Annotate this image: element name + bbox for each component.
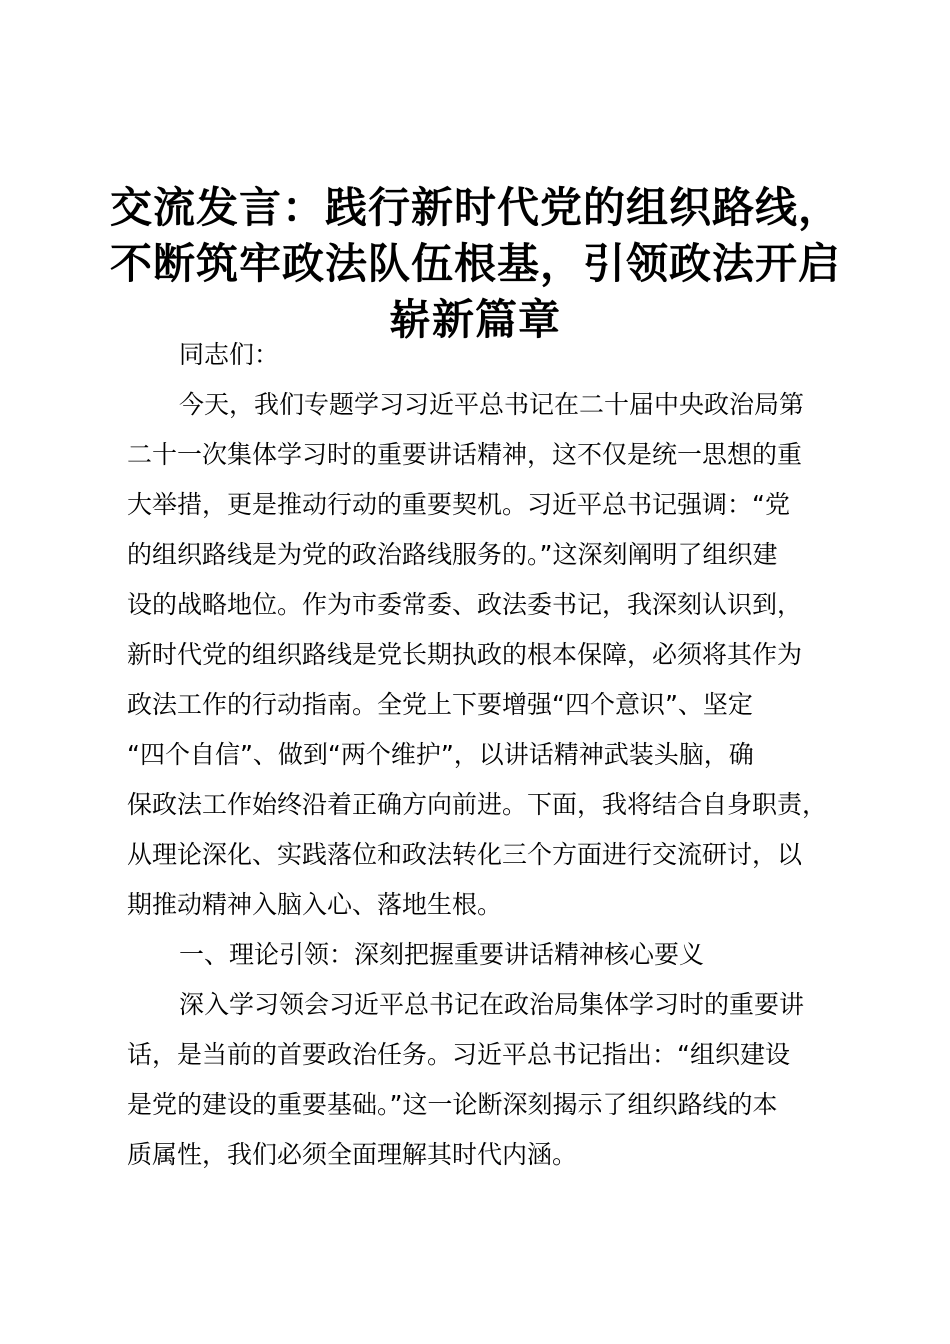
text-line: 质属性，我们必须全面理解其时代内涵。 bbox=[127, 1140, 578, 1169]
section-heading bbox=[127, 930, 847, 980]
title-line: 崭新篇章 bbox=[388, 295, 561, 344]
intro-paragraph bbox=[127, 380, 847, 930]
text-line: 期推动精神入脑入心、落地生根。 bbox=[127, 890, 503, 919]
text-line: 新时代党的组织路线是党长期执政的根本保障，必须将其作为 bbox=[127, 640, 803, 669]
text-line: 今天，我们专题学习习近平总书记在二十届中央政治局第 bbox=[179, 390, 805, 419]
text-line: 同志们： bbox=[179, 340, 280, 369]
text-line: 保政法工作始终沿着正确方向前进。下面，我将结合自身职责， bbox=[127, 790, 828, 819]
heading-line: 一、理论引领：深刻把握重要讲话精神核心要义 bbox=[179, 940, 705, 969]
title-line: 交流发言：践行新时代党的组织路线， bbox=[110, 183, 842, 232]
text-line: 深入学习领会习近平总书记在政治局集体学习时的重要讲 bbox=[179, 990, 805, 1019]
text-line: 设的战略地位。作为市委常委、政法委书记，我深刻认识到， bbox=[127, 590, 803, 619]
salutation-paragraph bbox=[127, 330, 847, 380]
text-line: “四个自信”、做到“两个维护”，以讲话精神武装头脑，确 bbox=[127, 740, 754, 769]
text-line: 的组织路线是为党的政治路线服务的。”这深刻阐明了组织建 bbox=[127, 540, 778, 569]
text-line: 从理论深化、实践落位和政法转化三个方面进行交流研讨，以 bbox=[127, 840, 803, 869]
section-paragraph bbox=[127, 980, 847, 1180]
text-line: 话，是当前的首要政治任务。习近平总书记指出：“组织建设 bbox=[127, 1040, 790, 1069]
text-line: 政法工作的行动指南。全党上下要增强“四个意识”、坚定 bbox=[127, 690, 753, 719]
document-body bbox=[127, 330, 847, 1180]
document-title bbox=[110, 180, 840, 348]
text-line: 二十一次集体学习时的重要讲话精神，这不仅是统一思想的重 bbox=[127, 440, 803, 469]
title-line: 不断筑牢政法队伍根基，引领政法开启 bbox=[110, 239, 842, 288]
text-line: 是党的建设的重要基础。”这一论断深刻揭示了组织路线的本 bbox=[127, 1090, 778, 1119]
text-line: 大举措，更是推动行动的重要契机。习近平总书记强调：“党 bbox=[127, 490, 790, 519]
